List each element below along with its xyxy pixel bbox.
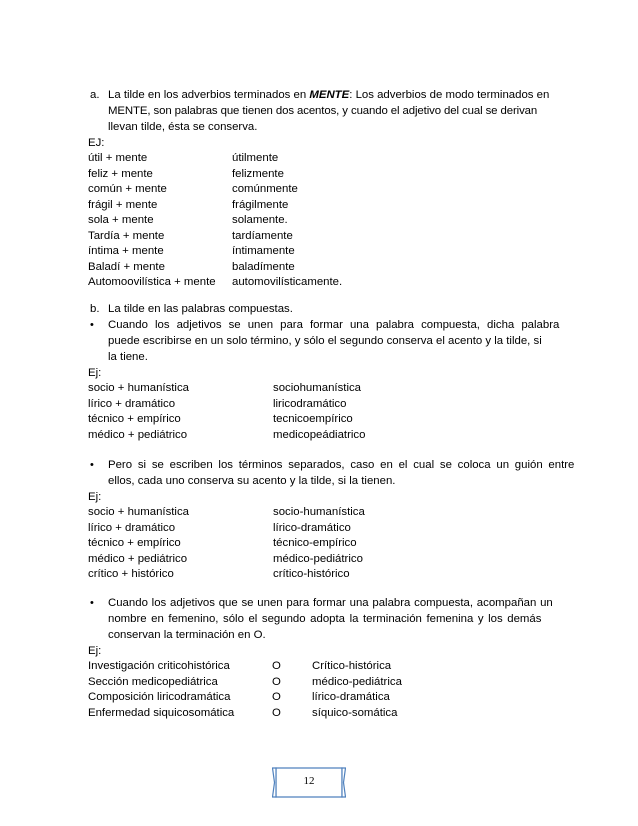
table-cell-result: médico-pediátrico (273, 552, 363, 565)
table-cell-result: lírico-dramático (273, 521, 351, 534)
bullet-3-line-3: conservan la terminación en O. (108, 629, 266, 641)
section-b-ej-3: Ej: (88, 645, 102, 657)
table-cell-result: frágilmente (232, 198, 289, 211)
table-cell-term: técnico + empírico (88, 537, 181, 549)
table-cell-result: sociohumanística (273, 382, 362, 394)
table-cell-term: Baladí + mente (88, 260, 165, 273)
table-cell-result: comúnmente (232, 183, 298, 195)
section-b-ej-2: Ej: (88, 491, 102, 503)
table-cell-result: medicopeádiatrico (273, 428, 366, 441)
table-cell-term: socio + humanística (88, 506, 189, 518)
bullet-3-line-1: Cuando los adjetivos que se unen para formar una palabra compuesta, acompañan un (108, 597, 553, 609)
section-b-ej-1: Ej: (88, 367, 102, 379)
table-cell-term: frágil + mente (88, 198, 158, 211)
section-a-ej: EJ: (88, 137, 105, 149)
table-cell-term: feliz + mente (88, 167, 153, 180)
bullet-icon: • (90, 459, 94, 471)
bullet-2-line-1: Pero si se escriben los términos separados, caso en el cual se coloca un guión entre (108, 459, 575, 471)
table-cell-term: sola + mente (88, 214, 154, 226)
table-cell-result: baladímente (232, 260, 295, 273)
table-cell-connector: O (272, 660, 281, 672)
table-cell-result: síquico-somática (312, 706, 398, 719)
table-cell-term: Composición liricodramática (88, 691, 231, 703)
table-cell-result: médico-pediátrica (312, 675, 402, 688)
table-cell-term: Enfermedad siquicosomática (88, 706, 235, 719)
bullet-1-line-2: puede escribirse en un solo término, y sólo el segundo conserva el acento y la tilde, si (108, 335, 542, 347)
section-a-emphasis: MENTE (309, 89, 350, 101)
section-b-marker: b. (90, 303, 100, 315)
table-cell-term: íntima + mente (88, 245, 164, 257)
table-cell-result: automovilísticamente. (232, 276, 343, 288)
page-number-box (272, 766, 346, 799)
table-cell-result: técnico-empírico (273, 537, 357, 549)
table-cell-term: médico + pediátrico (88, 428, 188, 441)
table-cell-term: Tardía + mente (88, 229, 165, 242)
table-cell-term: médico + pediátrico (88, 552, 188, 565)
table-cell-result: útilmente (232, 152, 279, 164)
section-a-text: La tilde en los adverbios terminados en (108, 89, 310, 101)
table-cell-result: tecnicoempírico (273, 413, 353, 425)
table-cell-term: Investigación criticohistórica (88, 660, 230, 672)
section-b-title: La tilde en las palabras compuestas. (108, 303, 293, 315)
table-cell-result: felizmente (232, 167, 284, 180)
table-cell-connector: O (272, 706, 281, 719)
table-cell-result: Crítico-histórica (312, 660, 392, 672)
section-a-line-2: MENTE, son palabras que tienen dos acentos, y cuando el adjetivo del cual se derivan (108, 105, 538, 117)
section-a-line-1 (108, 88, 550, 103)
section-a-line-3: llevan tilde, ésta se conserva. (108, 121, 258, 133)
table-cell-term: socio + humanística (88, 382, 189, 394)
table-cell-result: íntimamente (232, 245, 295, 257)
section-a-text: : Los adverbios de modo terminados en (349, 89, 550, 101)
table-cell-term: lírico + dramático (88, 521, 176, 534)
table-cell-term: crítico + histórico (88, 568, 174, 580)
table-cell-term: Automoovilística + mente (88, 276, 216, 288)
table-cell-result: liricodramático (273, 397, 347, 410)
bullet-1-line-1: Cuando los adjetivos se unen para formar una palabra compuesta, dicha palabra (108, 319, 560, 331)
table-cell-result: socio-humanística (273, 506, 365, 518)
table-cell-term: común + mente (88, 183, 167, 195)
table-cell-term: Sección medicopediátrica (88, 675, 218, 688)
table-cell-result: lírico-dramática (312, 691, 390, 703)
table-cell-result: tardíamente (232, 229, 293, 242)
table-cell-result: crítico-histórico (273, 568, 350, 580)
table-cell-result: solamente. (232, 214, 288, 226)
bullet-2-line-2: ellos, cada uno conserva su acento y la tilde, si la tienen. (108, 475, 396, 487)
table-cell-term: técnico + empírico (88, 413, 181, 425)
bullet-icon: • (90, 597, 94, 609)
bullet-1-line-3: la tiene. (108, 351, 148, 363)
table-cell-term: lírico + dramático (88, 397, 176, 410)
section-a-marker: a. (90, 89, 100, 101)
table-cell-connector: O (272, 691, 281, 703)
table-cell-term: útil + mente (88, 152, 148, 164)
bullet-icon: • (90, 319, 94, 331)
page-number: 12 (303, 775, 315, 787)
table-cell-connector: O (272, 675, 281, 688)
bullet-3-line-2: nombre en femenino, sólo el segundo adopta la terminación femenina y los demás (108, 613, 542, 625)
